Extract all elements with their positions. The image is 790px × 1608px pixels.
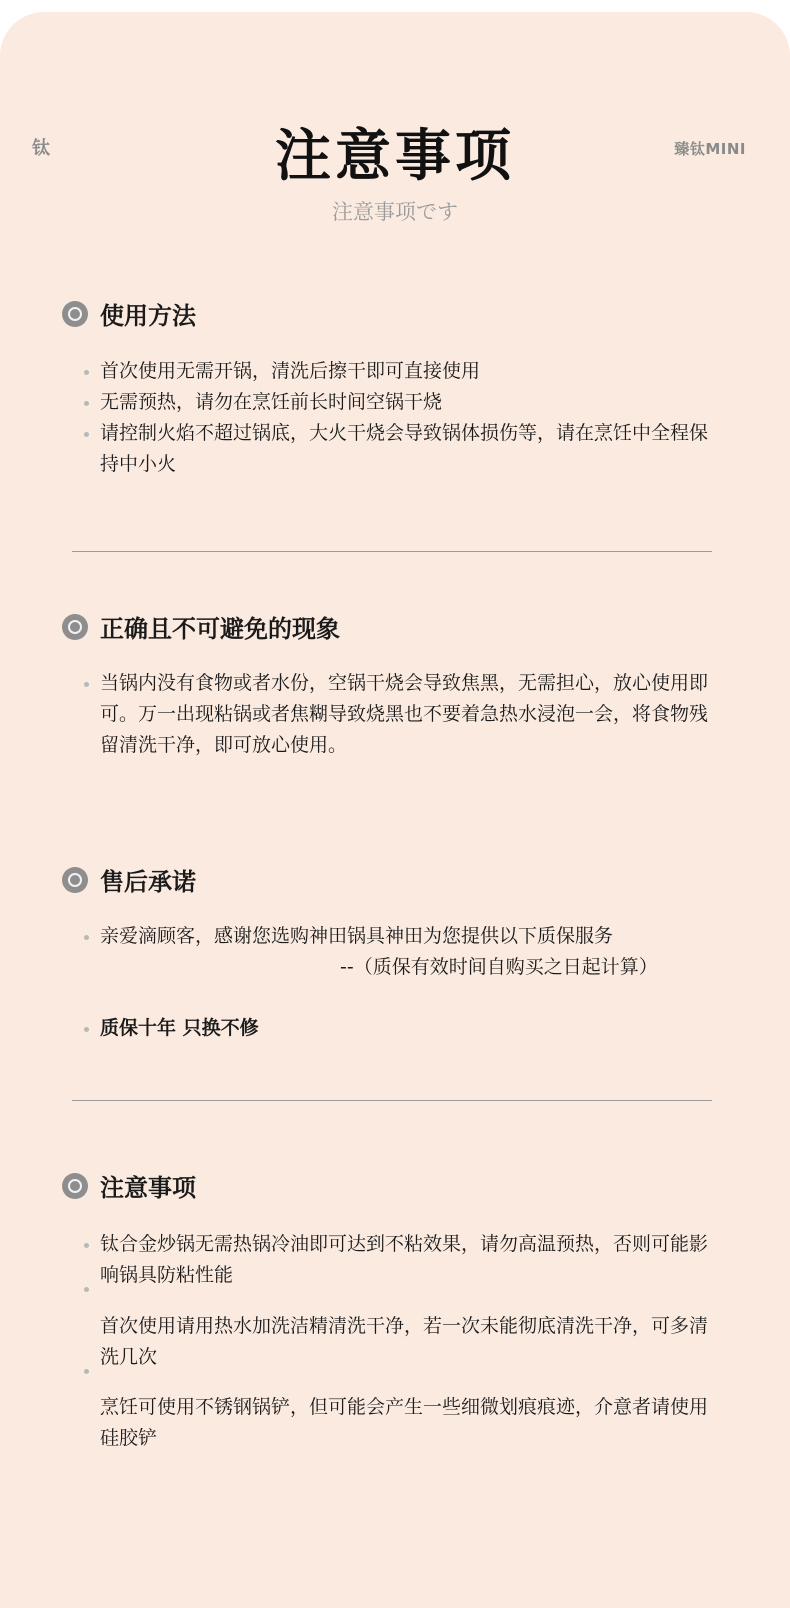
divider [72,551,712,552]
section-title: 售后承诺 [100,867,196,896]
section-caution-list [82,1229,722,1291]
ring-icon [62,1173,88,1199]
section-phenomenon-list [82,668,722,761]
section-phenomenon-header [62,609,340,644]
warranty-note: --（质保有效时间自购买之日起计算） [340,956,658,978]
list-item: 请控制火焰不超过锅底，大火干烧会导致锅体损伤等，请在烹饪中全程保持中小火 [82,418,722,480]
section-warranty-list [82,921,722,983]
section-usage-list [82,356,722,480]
section-caution-header [62,1168,196,1203]
list-item: 首次使用无需开锅，清洗后擦干即可直接使用 [82,356,722,387]
section-caution-list-3 [82,1392,722,1454]
bullet-dot [84,1287,89,1292]
section-warranty-header [62,862,196,897]
warranty-highlight-row [82,1013,722,1044]
list-item: 亲爱滴顾客，感谢您选购神田锅具神田为您提供以下质保服务 [82,921,722,952]
list-item: 当锅内没有食物或者水份，空锅干烧会导致焦黑，无需担心，放心使用即可。万一出现粘锅或者焦糊导致烧黑也不要着急热水浸泡一会，将食物残留清洗干净，即可放心使用。 [82,668,722,761]
brand-right-label: 臻钛MINI [674,140,746,158]
list-item: 钛合金炒锅无需热锅冷油即可达到不粘效果，请勿高温预热，否则可能影响锅具防粘性能 [82,1229,722,1291]
divider [72,1100,712,1101]
page-subtitle: 注意事项です [332,200,458,224]
section-title: 注意事项 [100,1173,196,1202]
list-item: 无需预热，请勿在烹饪前长时间空锅干烧 [82,387,722,418]
section-caution-list-2 [82,1311,722,1373]
ring-icon [62,301,88,327]
warranty-highlight: 质保十年 只换不修 [82,1013,722,1044]
ring-icon [62,867,88,893]
section-title: 使用方法 [100,301,196,330]
page-title: 注意事项 [275,123,515,189]
ring-icon [62,614,88,640]
section-usage-header [62,296,196,331]
section-title: 正确且不可避免的现象 [100,614,340,643]
brand-left-label: 钛 [32,138,50,159]
list-item: 首次使用请用热水加洗洁精清洗干净，若一次未能彻底清洗干净，可多清洗几次 [100,1315,709,1368]
list-item: 烹饪可使用不锈钢锅铲，但可能会产生一些细微划痕痕迹，介意者请使用硅胶铲 [100,1396,709,1449]
bullet-dot [84,1369,89,1374]
